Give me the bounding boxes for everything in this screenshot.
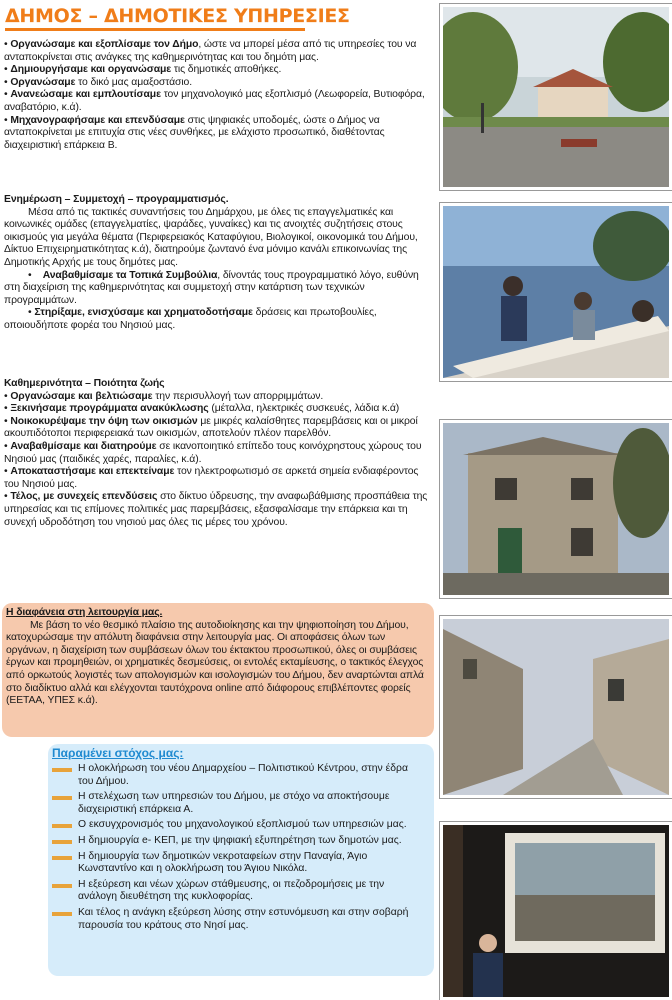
list-item: Η στελέχωση των υπηρεσιών του Δήμου, με στόχο να αποκτήσουμε διαχειριστική επάρκεια Α. — [52, 791, 426, 816]
dash-icon — [52, 824, 72, 828]
list-item: • Οργανώσαμε το δικό μας αμαξοστάσιο. — [4, 76, 193, 88]
dash-icon — [52, 912, 72, 916]
list-item: • Δημιουργήσαμε και οργανώσαμε τις δημοτικές αποθήκες. — [4, 64, 282, 76]
list-item: • Μηχανογραφήσαμε και επενδύσαμε στις ψηφιακές υποδομές, ώστε ο Δήμος να ανταποκρίνεται με επιτυχία στις νέες συνθήκες, με ελάχιστο προσωπικό, διαθέτοντας διαχειριστική επάρκεια Β. — [4, 114, 385, 151]
paragraph: • Στηρίξαμε, ενισχύσαμε και χρηματοδοτήσαμε δράσεις και πρωτοβουλίες, οποιουδήποτε φορέα του Νησιού μας. — [4, 307, 377, 331]
stone-house-photo — [440, 420, 672, 598]
page-title: ΔΗΜΟΣ – ΔΗΜΟΤΙΚΕΣ ΥΠΗΡΕΣΙΕΣ — [5, 5, 350, 27]
page-title-block — [5, 4, 425, 32]
paragraph: • Αναβαθμίσαμε τα Τοπικά Συμβούλια, δίνοντάς τους προγραμματικό λόγο, ευθύνη στη διαχείριση της καθημερινότητας και συμμετοχή στην κατάρτιση των τεχνικών προγραμμάτων. — [4, 269, 419, 306]
goals-list — [52, 763, 426, 935]
section-heading: Ενημέρωση – Συμμετοχή – προγραμματισμός. — [4, 194, 229, 205]
dash-icon — [52, 884, 72, 888]
list-item: Η εξεύρεση και νέων χώρων στάθμευσης, οι πεζοδρομήσεις με την ανάλογη διευθέτηση της κυκλοφορίας. — [52, 879, 426, 904]
list-item: Η δημιουργία e- ΚΕΠ, με την ψηφιακή εξυπηρέτηση των δημοτών μας. — [52, 835, 426, 848]
list-item: • Ξεκινήσαμε προγράμματα ανακύκλωσης (μέταλλα, ηλεκτρικές συσκευές, λάδια κ.ά) — [4, 403, 400, 415]
dash-icon — [52, 840, 72, 844]
list-item: Ο εκσυγχρονισμός του μηχανολογικού εξοπλισμού των υπηρεσιών μας. — [52, 819, 426, 832]
list-item: • Οργανώσαμε και βελτιώσαμε την περισυλλογή των απορριμμάτων. — [4, 390, 324, 402]
list-item: Και τέλος η ανάγκη εξεύρεση λύσης στην εστυνόμευση και στην σοβαρή παρουσία του κράτους στο Νησί μας. — [52, 907, 426, 932]
village-street-photo — [440, 616, 672, 798]
dash-icon — [52, 856, 72, 860]
list-item: Η δημιουργία των δημοτικών νεκροταφείων στην Παναγία, Άγιο Κωνσταντίνο και η ολοκλήρωση του Άγιου Νικόλα. — [52, 851, 426, 876]
list-item: • Ανανεώσαμε και εμπλουτίσαμε τον μηχανολογικό μας εξοπλισμό (Λεωφορεία, Βυτιοφόρα, αναβατόριο, κ.ά). — [4, 89, 425, 113]
list-item: • Τέλος, με συνεχείς επενδύσεις στο δίκτυο ύδρευσης, την αναφωβάθμισης προσπάθεια της υπηρεσίας και τις επίμονες πολιτικές μας παρεμβάσεις, εξασφαλίσαμε την επάρκεια και τη συνεχή υδροδότηση του νησιού μας όλες τις μέρες του χρόνου. — [4, 491, 428, 528]
list-item: • Αποκαταστήσαμε και επεκτείναμε τον ηλεκτροφωτισμό σε αρκετά σημεία ενδιαφέροντος του Νησιού μας. — [4, 466, 419, 490]
list-item: • Οργανώσαμε και εξοπλίσαμε τον Δήμο, ώστε να μπορεί μέσα από τις υπηρεσίες του να ανταποκρίνεται στις ανάγκες της καθημερινότητας και του δημότη μας. — [4, 39, 417, 63]
section-heading: Καθημερινότητα – Ποιότητα ζωής — [4, 378, 165, 389]
list-item: Η ολοκλήρωση του νέου Δημαρχείου – Πολιτιστικού Κέντρου, στην έδρα του Δήμου. — [52, 763, 426, 788]
presentation-photo — [440, 822, 672, 1000]
village-square-photo — [440, 4, 672, 190]
goals-heading: Παραμένει στόχος μας: — [52, 746, 184, 760]
section-daily-life — [4, 378, 434, 529]
paragraph: Με βάση το νέο θεσμικό πλαίσιο της αυτοδιοίκησης και την ψηφιοποίηση του Δήμου, κατοχυρώσαμε την απόλυτη διαφάνεια στην λειτουργία μας. Οι αποφάσεις όλων των οργάνων, η διαχείριση των συμβάσεων όλων του έκτακτου προσωπικού, όλες οι συμβάσεις έργων και προμηθειών, οι χρηματικές δεσμεύσεις, οι εντολές εκταμίευσης, ο τακτικός έλεγχος από ορκωτούς λογιστές των απολογισμών και ισολογισμών του Δήμου, δεν αναρτώνται απλά στο διαδίκτυο αλλά και ελέγχονται ταυτόχρονα online από διάφορους επιβλέποντες φορείς (ΕΕΤΑΑ, ΥΠΕΣ κ.ά). — [6, 619, 424, 707]
section-heading: Η διαφάνεια στη λειτουργία μας. — [6, 607, 163, 618]
section-participation — [4, 194, 434, 333]
chess-event-photo — [440, 203, 672, 381]
title-underline — [5, 28, 305, 31]
dash-icon — [52, 768, 72, 772]
dash-icon — [52, 796, 72, 800]
list-item: • Αναβαθμίσαμε και διατηρούμε σε ικανοποιητικό επίπεδο τους κοινόχρηστους χώρους του Νησιού μας (παιδικές χαρές, παραλίες, κ.ά). — [4, 440, 422, 465]
paragraph: Μέσα από τις τακτικές συναντήσεις του Δημάρχου, με όλες τις επαγγελματικές και κοινωνικές ομάδες (επαγγελματίες, ψαράδες, γυναίκες) και τις ανοιχτές συζητήσεις στους οικισμούς για μεγάλα θέματα (Περιφερειακός Καταφύγιου, Βιολογικοί, οικονομικά του Δήμου, Δίκτυο Επιχειρηματικότητας κ.ά), διατηρούμε ζωντανό ένα μόνιμο κανάλι επικοινωνίας της Δημοτικής Αρχής με τους δημότες μας. — [4, 206, 418, 268]
section-organization — [4, 39, 434, 152]
list-item: • Νοικοκυρέψαμε την όψη των οικισμών με μικρές καλαίσθητες παρεμβάσεις και οι μικροί ακουπιδότοποι περιφερειακά των οικισμών, αποτελούν πλέον παρελθόν. — [4, 415, 418, 440]
transparency-content — [6, 607, 430, 708]
